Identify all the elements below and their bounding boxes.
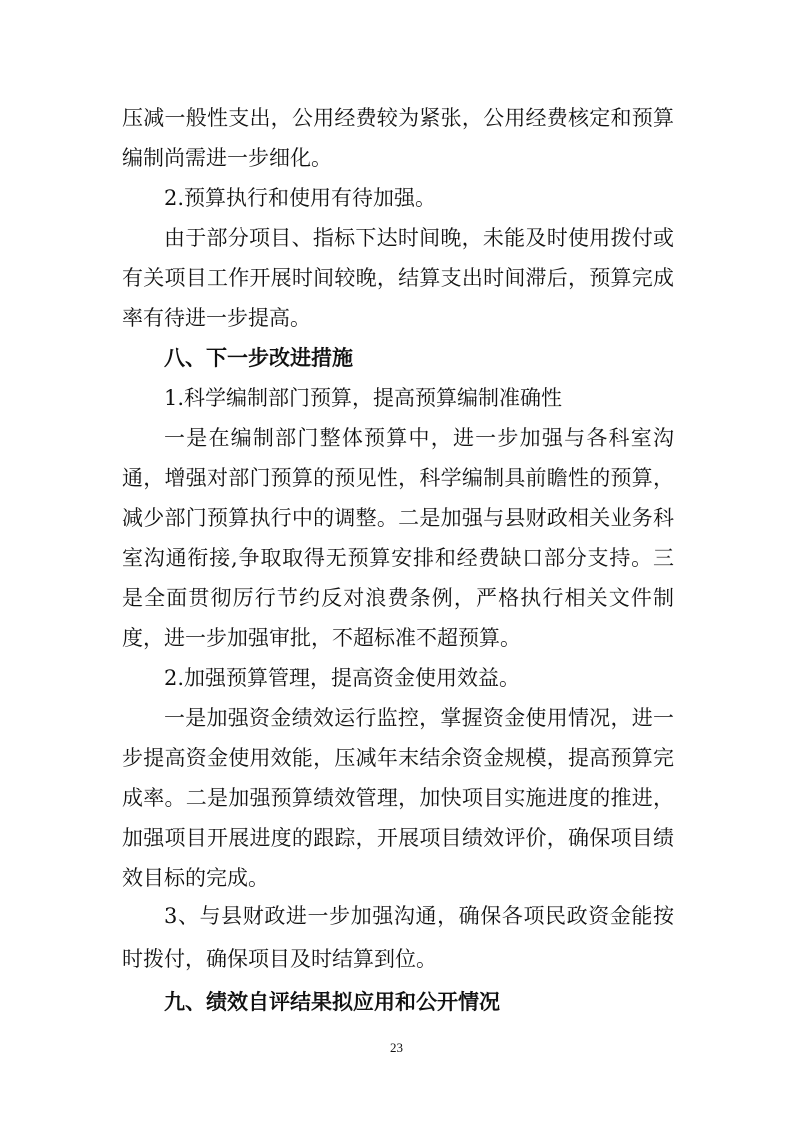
paragraph-line: 率有待进一步提高。: [122, 306, 311, 330]
paragraph-line: 由于部分项目、指标下达时间晚，未能及时使用拨付或: [164, 226, 674, 250]
subheading-line: 2.加强预算管理，提高资金使用效益。: [164, 666, 521, 690]
paragraph-line: 减少部门预算执行中的调整。二是加强与县财政相关业务科: [122, 506, 674, 530]
paragraph-line: 是全面贯彻厉行节约反对浪费条例，严格执行相关文件制: [122, 586, 674, 610]
paragraph-line: 3、与县财政进一步加强沟通，确保各项民政资金能按: [164, 904, 674, 928]
paragraph-line: 编制尚需进一步细化。: [122, 146, 332, 170]
paragraph-line: 通，增强对部门预算的预见性，科学编制具前瞻性的预算，: [122, 466, 674, 490]
paragraph-line: 压减一般性支出，公用经费较为紧张，公用经费核定和预算: [122, 106, 674, 130]
paragraph-line: 一是加强资金绩效运行监控，掌握资金使用情况，进一: [164, 706, 674, 730]
paragraph-line: 时拨付，确保项目及时结算到位。: [122, 947, 437, 971]
section-heading: 八、下一步改进措施: [164, 346, 353, 370]
paragraph-line: 成率。二是加强预算绩效管理，加快项目实施进度的推进，: [122, 786, 674, 810]
paragraph-line: 度，进一步加强审批，不超标准不超预算。: [122, 626, 521, 650]
section-heading: 九、绩效自评结果拟应用和公开情况: [164, 990, 500, 1014]
paragraph-line: 一是在编制部门整体预算中，进一步加强与各科室沟: [164, 426, 674, 450]
subheading-line: 2.预算执行和使用有待加强。: [164, 186, 437, 210]
paragraph-line: 有关项目工作开展时间较晚，结算支出时间滞后，预算完成: [122, 266, 674, 290]
subheading-line: 1.科学编制部门预算，提高预算编制准确性: [164, 386, 563, 410]
paragraph-line: 室沟通衔接,争取取得无预算安排和经费缺口部分支持。三: [122, 546, 674, 570]
paragraph-line: 效目标的完成。: [122, 866, 269, 890]
page-number: 23: [390, 1040, 403, 1055]
paragraph-line: 步提高资金使用效能，压减年末结余资金规模，提高预算完: [122, 746, 674, 770]
paragraph-line: 加强项目开展进度的跟踪，开展项目绩效评价，确保项目绩: [122, 826, 674, 850]
